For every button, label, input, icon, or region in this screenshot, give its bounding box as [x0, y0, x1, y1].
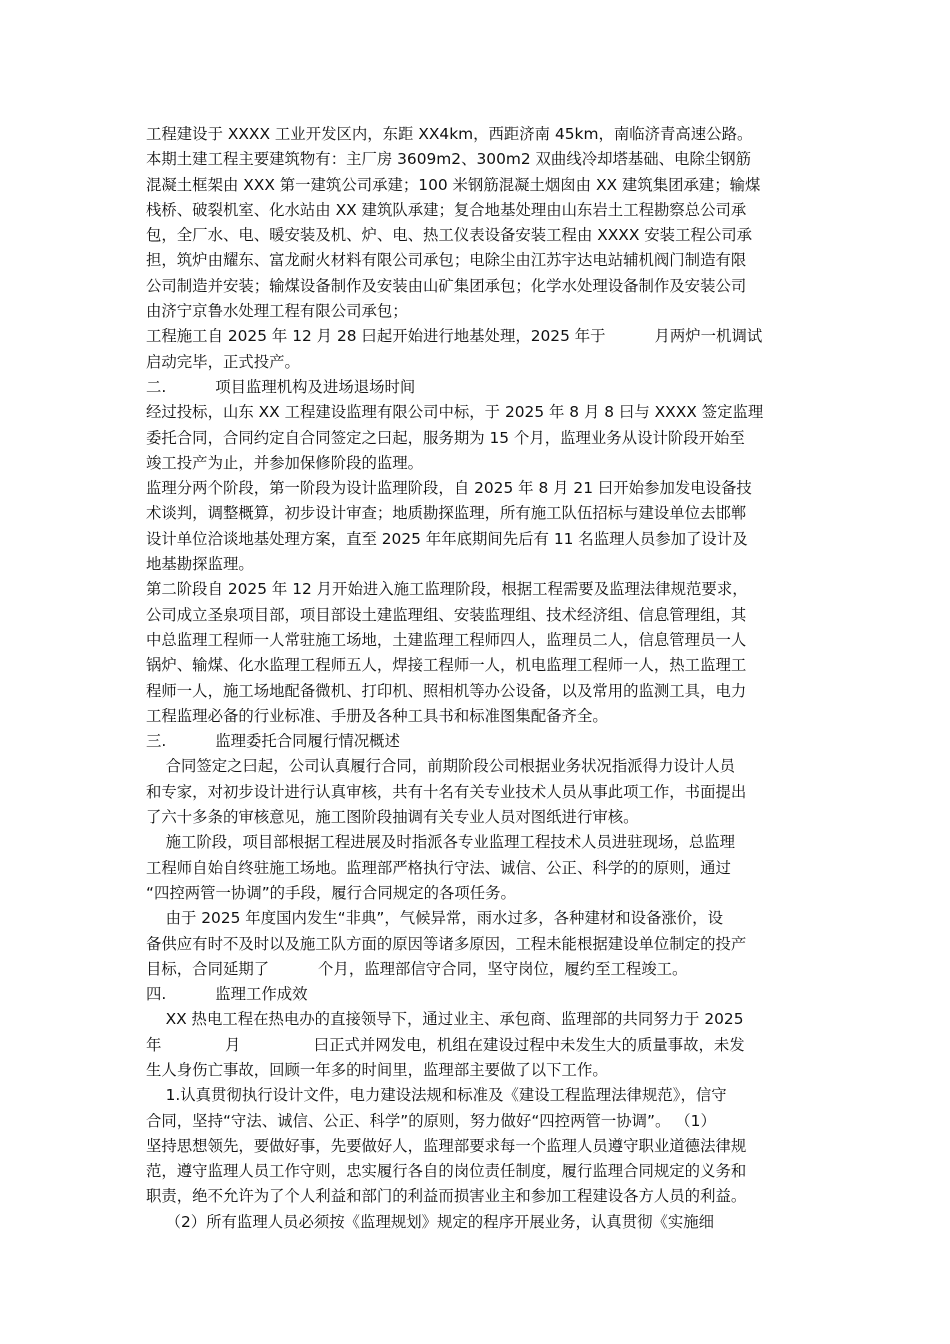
- text-line: 了六十多条的审核意见，施工图阶段抽调有关专业人员对图纸进行审核。: [146, 808, 639, 827]
- text-line: 经过投标，山东 XX 工程建设监理有限公司中标，于 2025 年 8 月 8 曰与 XXXX 签定监理: [146, 403, 764, 422]
- text-line: 备供应有时不及时以及施工队方面的原因等诸多原因，工程未能根据建设单位制定的投产: [146, 934, 747, 953]
- text-line: 二. 项目监理机构及进场退场时间: [146, 377, 416, 396]
- text-line: 栈桥、破裂机室、化水站由 XX 建筑队承建；复合地基处理由山东岩土工程勘察总公司承: [146, 200, 747, 219]
- text-line: 设计单位洽谈地基处理方案，直至 2025 年年底期间先后有 11 名监理人员参加了设计及: [146, 529, 748, 548]
- text-line: 启动完毕，正式投产。: [146, 352, 300, 371]
- text-line: 公司成立圣泉项目部，项目部设土建监理组、安装监理组、技术经济组、信息管理组，其: [146, 605, 747, 624]
- text-line: 工程监理必备的行业标准、手册及各种工具书和标准图集配备齐全。: [146, 706, 608, 725]
- text-line: 目标，合同延期了 个月，监理部信守合同，坚守岗位，履约至工程竣工。: [146, 959, 688, 978]
- text-line: “四控两管一协调”的手段，履行合同规定的各项任务。: [146, 883, 516, 902]
- document-body: [146, 122, 808, 1235]
- text-line: 坚持思想领先，要做好事，先要做好人，监理部要求每一个监理人员遵守职业道德法律规: [146, 1136, 747, 1155]
- text-line: 由济宁京鲁水处理工程有限公司承包；: [146, 302, 408, 321]
- text-line: 第二阶段自 2025 年 12 月开始进入施工监理阶段，根据工程需要及监理法律规范要求，: [146, 580, 748, 599]
- text-line: 和专家，对初步设计进行认真审核，共有十名有关专业技术人员从事此项工作，书面提出: [146, 782, 747, 801]
- text-line: 工程施工自 2025 年 12 月 28 曰起开始进行地基处理，2025 年于 月两炉一机调试: [146, 327, 763, 346]
- text-line: 工程师自始自终驻施工场地。监理部严格执行守法、诚信、公正、科学的的原则，通过: [146, 858, 731, 877]
- text-line: 竣工投产为止，并参加保修阶段的监理。: [146, 453, 424, 472]
- text-line: 职责，绝不允许为了个人利益和部门的利益而损害业主和参加工程建设各方人员的利益。: [146, 1187, 747, 1206]
- text-line: 生人身伤亡事故，回顾一年多的时间里，监理部主要做了以下工作。: [146, 1060, 608, 1079]
- text-line: 监理分两个阶段，第一阶段为设计监理阶段，自 2025 年 8 月 21 曰开始参加发电设备技: [146, 479, 752, 498]
- text-line: （2）所有监理人员必须按《监理规划》规定的程序开展业务，认真贯彻《实施细: [146, 1212, 715, 1231]
- text-line: 施工阶段，项目部根据工程进展及时指派各专业监理工程技术人员进驻现场，总监理: [146, 833, 736, 852]
- text-line: XX 热电工程在热电办的直接领导下，通过业主、承包商、监理部的共同努力于 2025: [146, 1010, 744, 1029]
- text-line: 中总监理工程师一人常驻施工场地，土建监理工程师四人，监理员二人，信息管理员一人: [146, 630, 747, 649]
- text-line: 术谈判，调整概算，初步设计审查；地质勘探监理，所有施工队伍招标与建设单位去邯郸: [146, 504, 747, 523]
- text-line: 合同，坚持“守法、诚信、公正、科学”的原则，努力做好“四控两管一协调”。 （1）: [146, 1111, 716, 1130]
- text-line: 委托合同，合同约定自合同签定之曰起，服务期为 15 个月，监理业务从设计阶段开始至: [146, 428, 745, 447]
- text-line: 锅炉、输煤、化水监理工程师五人，焊接工程师一人，机电监理工程师一人，热工监理工: [146, 656, 747, 675]
- text-line: 年 月 曰正式并网发电，机组在建设过程中未发生大的质量事故，未发: [146, 1035, 745, 1054]
- text-line: 1.认真贯彻执行设计文件，电力建设法规和标准及《建设工程监理法律规范》，信守: [146, 1086, 727, 1105]
- text-line: 公司制造并安装；输煤设备制作及安装由山矿集团承包；化学水处理设备制作及安装公司: [146, 276, 747, 295]
- text-line: 包，全厂水、电、暖安装及机、炉、电、热工仪表设备安装工程由 XXXX 安装工程公司承: [146, 226, 753, 245]
- text-line: 工程建设于 XXXX 工业开发区内，东距 XX4km，西距济南 45km，南临济青高速公路。: [146, 125, 753, 143]
- text-line: 本期土建工程主要建筑物有：主厂房 3609m2、300m2 双曲线冷却塔基础、电除尘钢筋: [146, 150, 752, 169]
- text-line: 三. 监理委托合同履行情况概述: [146, 732, 400, 751]
- text-line: 由于 2025 年度国内发生“非典”，气候异常，雨水过多，各种建材和设备涨价，设: [146, 909, 723, 928]
- text-line: 四. 监理工作成效: [146, 985, 308, 1004]
- text-line: 混凝土框架由 XXX 第一建筑公司承建；100 米钢筋混凝土烟囱由 XX 建筑集团承建；输煤: [146, 175, 761, 194]
- text-line: 程师一人，施工场地配备微机、打印机、照相机等办公设备，以及常用的监测工具，电力: [146, 681, 747, 700]
- text-line: 地基勘探监理。: [146, 555, 254, 574]
- text-line: 范，遵守监理人员工作守则，忠实履行各自的岗位责任制度，履行监理合同规定的义务和: [146, 1162, 747, 1181]
- text-line: 担，筑炉由耀东、富龙耐火材料有限公司承包；电除尘由江苏宇达电站辅机阀门制造有限: [146, 251, 747, 270]
- text-line: 合同签定之曰起，公司认真履行合同，前期阶段公司根据业务状况指派得力设计人员: [146, 757, 736, 776]
